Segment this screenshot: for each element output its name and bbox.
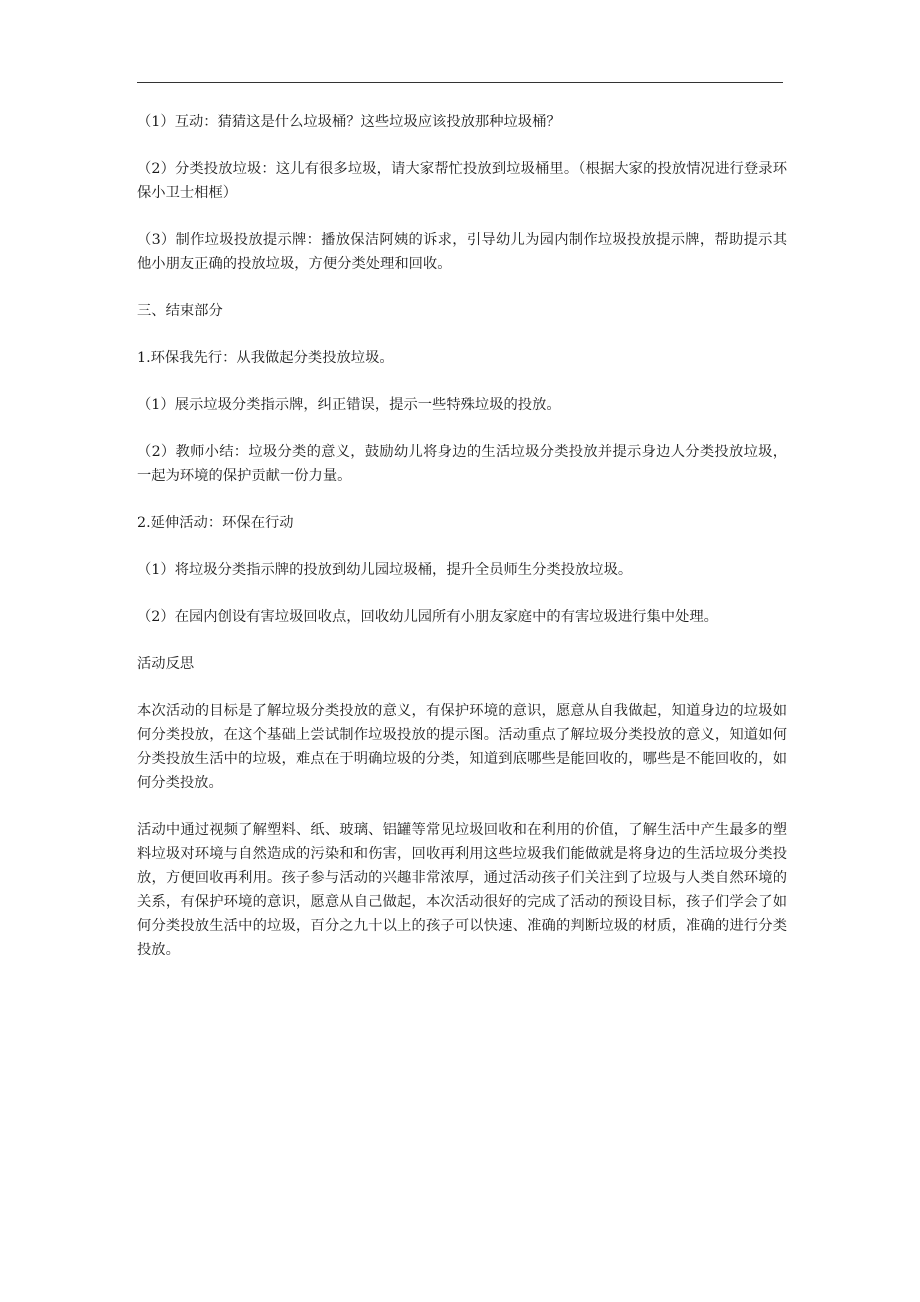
paragraph-interaction-guess: （1）互动：猜猜这是什么垃圾桶？这些垃圾应该投放那种垃圾桶？ (137, 114, 561, 130)
paragraph-sorting-disposal: （2）分类投放垃圾：这儿有很多垃圾，请大家帮忙投放到垃圾桶里。（根据大家的投放情况进行登录环保小卫士相框） (137, 161, 787, 201)
section-heading-reflection: 活动反思 (137, 656, 195, 672)
section-heading-ending: 三、结束部分 (137, 303, 223, 319)
header-rule (137, 82, 783, 83)
paragraph-reflection-goals: 本次活动的目标是了解垃圾分类投放的意义，有保护环境的意识，愿意从自我做起，知道身边的垃圾如何分类投放，在这个基础上尝试制作垃圾投放的提示图。活动重点了解垃圾分类投放的意义，知道如何分类投放生活中的垃圾，难点在于明确垃圾的分类，知道到底哪些是能回收的，哪些是不能回收的，如何分类投放。 (137, 703, 787, 791)
paragraph-show-sign: （1）展示垃圾分类指示牌，纠正错误，提示一些特殊垃圾的投放。 (137, 397, 561, 413)
paragraph-hazard-collection: （2）在园内创设有害垃圾回收点，回收幼儿园所有小朋友家庭中的有害垃圾进行集中处理。 (137, 609, 718, 625)
subheading-eco-first: 1.环保我先行：从我做起分类投放垃圾。 (137, 350, 394, 366)
paragraph-place-signs: （1）将垃圾分类指示牌的投放到幼儿园垃圾桶，提升全员师生分类投放垃圾。 (137, 562, 633, 578)
paragraph-reflection-outcome: 活动中通过视频了解塑料、纸、玻璃、铝罐等常见垃圾回收和在利用的价值，了解生活中产生最多的塑料垃圾对环境与自然造成的污染和和伤害，回收再利用这些垃圾我们能做就是将身边的生活垃圾分类投放，方便回收再利用。孩子参与活动的兴趣非常浓厚，通过活动孩子们关注到了垃圾与人类自然环境的关系，有保护环境的意识，愿意从自己做起，本次活动很好的完成了活动的预设目标，孩子们学会了如何分类投放生活中的垃圾，百分之九十以上的孩子可以快速、准确的判断垃圾的材质，准确的进行分类投放。 (137, 822, 787, 958)
paragraph-make-sign: （3）制作垃圾投放提示牌：播放保洁阿姨的诉求，引导幼儿为园内制作垃圾投放提示牌，帮助提示其他小朋友正确的投放垃圾，方便分类处理和回收。 (137, 232, 787, 272)
subheading-extension: 2.延伸活动：环保在行动 (137, 515, 294, 531)
document-body (137, 110, 787, 985)
paragraph-teacher-summary: （2）教师小结：垃圾分类的意义，鼓励幼儿将身边的生活垃圾分类投放并提示身边人分类投放垃圾，一起为环境的保护贡献一份力量。 (137, 444, 787, 484)
